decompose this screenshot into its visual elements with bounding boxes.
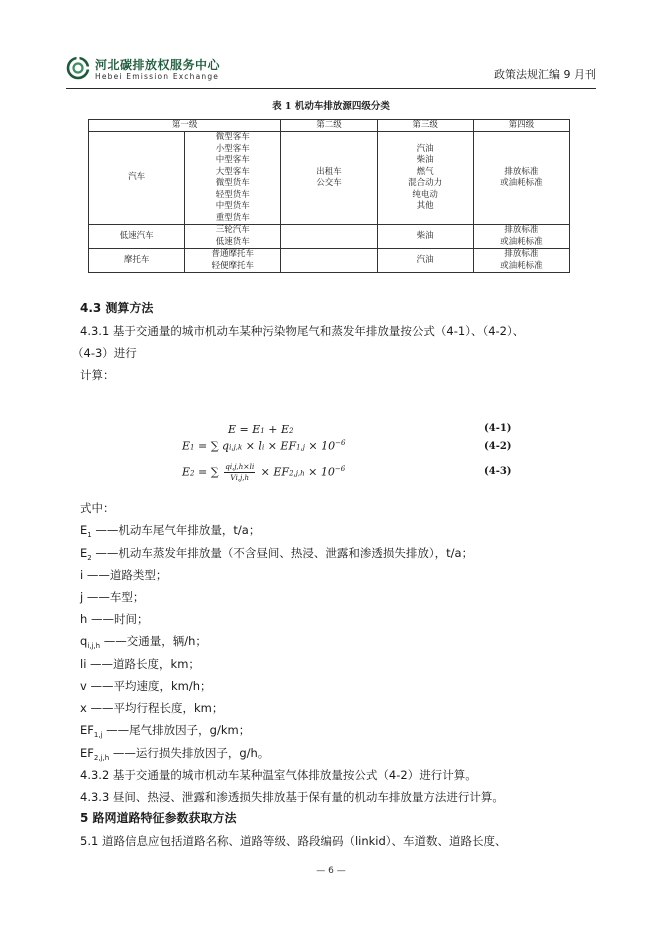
vehicle-type: 轻型货车 xyxy=(215,189,250,200)
vehicle-type: 轻便摩托车 xyxy=(211,260,255,271)
fuel-type: 汽油 xyxy=(416,143,434,154)
cell-level4 xyxy=(473,132,569,225)
cell-level2 xyxy=(281,132,377,225)
subscript: 2 xyxy=(87,554,92,562)
level2-item: 公交车 xyxy=(316,178,342,188)
paragraph-4-3-2: 4.3.2 基于交通量的城市机动车某种温室气体排放量按公式（4-2）进行计算。 xyxy=(80,768,477,782)
header-divider xyxy=(66,88,596,89)
page-header xyxy=(66,54,596,88)
paragraph-5-1: 5.1 道路信息应包括道路名称、道路等级、路段编码（linkid）、车道数、道路长度、 xyxy=(80,834,507,848)
cell-vehicle-types xyxy=(185,225,281,249)
cell-vehicle-types xyxy=(185,132,281,225)
paragraph-4-3-3: 4.3.3 昼间、热浸、泄露和渗透损失排放基于保有量的机动车排放量方法进行计算。 xyxy=(80,790,504,804)
formula-4-2: E1 = ∑ qi,j,k × li × $EF1,j \times 10^{-6}$ xyxy=(182,439,346,453)
vehicle-type: 三轮汽车 xyxy=(215,225,250,235)
vehicle-type: 微型客车 xyxy=(215,132,250,142)
cell-level1: 汽车 xyxy=(89,132,185,225)
definition-text: ——尾气排放因子，g/km； xyxy=(106,723,251,737)
fuel-type: 柴油 xyxy=(416,155,434,165)
standard-item: 排放标准 xyxy=(504,166,539,177)
definition-ef2 xyxy=(80,745,269,763)
table-row xyxy=(89,132,570,225)
standard-item: 排放标准 xyxy=(504,225,539,235)
paragraph-4-3-1: 4.3.1 基于交通量的城市机动车某种污染物尾气和蒸发年排放量按公式（4-1）、（4-2）、 xyxy=(80,324,525,338)
symbol: EF xyxy=(80,746,94,760)
vehicle-type: 微型货车 xyxy=(215,178,250,188)
cell-level4 xyxy=(473,225,569,249)
vehicle-classification-table xyxy=(88,119,570,273)
subscript: 1 xyxy=(87,531,92,539)
definition-text: ——交通量，辆/h； xyxy=(103,634,207,648)
vehicle-type: 中型客车 xyxy=(215,155,250,165)
subscript: 2,j,h xyxy=(93,754,110,762)
definition-ef1 xyxy=(80,722,250,740)
org-name-cn: 河北碳排放权服务中心 xyxy=(95,58,221,72)
symbol: E xyxy=(80,546,88,560)
table-row xyxy=(89,249,570,273)
cell-vehicle-types xyxy=(185,249,281,273)
standard-item: 或油耗标准 xyxy=(500,236,543,247)
formula-4-3: E2 = ∑ $\frac{qi,j,h\times li}{Vi,j,h}$ × $EF2,j,h \times 10^{-6}$ xyxy=(182,462,346,482)
subscript: i,j,h xyxy=(87,642,101,650)
definition-text: ——机动车尾气年排放量，t/a； xyxy=(95,523,261,537)
symbol: q xyxy=(80,634,88,648)
fuel-type: 混合动力 xyxy=(408,178,443,188)
formula-4-1: E = E1 + E2 xyxy=(228,423,294,436)
fuel-type: 燃气 xyxy=(416,166,434,177)
fuel-type: 汽油 xyxy=(416,254,434,265)
org-name-en: Hebei Emission Exchange xyxy=(95,72,220,81)
publication-title: 政策法规汇编 9 月刊 xyxy=(494,68,596,81)
vehicle-type: 小型客车 xyxy=(215,143,250,154)
symbol: E xyxy=(80,523,88,537)
definition-text: ——机动车蒸发年排放量（不含昼间、热浸、泄露和渗透损失排放），t/a； xyxy=(95,546,474,560)
level2-item: 出租车 xyxy=(316,166,342,177)
header-level2: 第二级 xyxy=(281,120,377,132)
definitions-intro: 式中： xyxy=(80,501,115,515)
definition-i: i ——道路类型； xyxy=(80,568,168,582)
definition-li: li ——道路长度，km； xyxy=(80,657,200,671)
paragraph-4-3-1-cont: （4-3）进行 xyxy=(72,346,137,360)
vehicle-type: 低速货车 xyxy=(215,236,250,247)
definition-e2 xyxy=(80,545,473,563)
table-row xyxy=(89,225,570,249)
cell-level2 xyxy=(281,225,377,249)
standard-item: 或油耗标准 xyxy=(500,260,543,271)
cell-level3 xyxy=(377,249,473,273)
section-heading-4-3: 4.3 测算方法 xyxy=(80,301,154,315)
paragraph-4-3-1-cont2: 计算： xyxy=(80,368,115,382)
fuel-type: 柴油 xyxy=(416,230,434,241)
standard-item: 或油耗标准 xyxy=(500,178,543,188)
definition-h: h ——时间； xyxy=(80,612,149,626)
definition-text: ——运行损失排放因子，g/h。 xyxy=(112,746,270,760)
equation-number: (4-2) xyxy=(484,441,512,452)
cell-level2 xyxy=(281,249,377,273)
symbol: EF xyxy=(80,723,94,737)
cell-level4 xyxy=(473,249,569,273)
header-level3: 第三级 xyxy=(377,120,473,132)
standard-item: 排放标准 xyxy=(504,249,539,259)
header-level1: 第一级 xyxy=(89,120,281,132)
page-number: — 6 — xyxy=(316,866,346,876)
logo-icon xyxy=(66,56,90,80)
section-heading-5: 5 路网道路特征参数获取方法 xyxy=(80,811,237,825)
definition-x: x ——平均行程长度，km； xyxy=(80,701,224,715)
equation-number: (4-1) xyxy=(484,423,512,434)
subscript: 1,j xyxy=(93,731,103,739)
cell-level3 xyxy=(377,132,473,225)
vehicle-type: 大型客车 xyxy=(215,166,250,177)
definition-v: v ——平均速度，km/h； xyxy=(80,679,212,693)
definition-e1 xyxy=(80,522,260,540)
vehicle-type: 普通摩托车 xyxy=(211,249,255,259)
vehicle-type: 重型货车 xyxy=(215,212,250,223)
vehicle-type: 中型货车 xyxy=(215,201,250,211)
cell-level3 xyxy=(377,225,473,249)
table-title: 表 1 机动车排放源四级分类 xyxy=(272,101,390,112)
equation-number: (4-3) xyxy=(484,466,512,477)
table-header-row xyxy=(89,120,570,132)
definition-j: j ——车型； xyxy=(80,590,145,604)
fuel-type: 纯电动 xyxy=(412,189,438,200)
cell-level1: 低速汽车 xyxy=(89,225,185,249)
definition-q xyxy=(80,633,207,651)
fuel-type: 其他 xyxy=(416,201,434,211)
header-level4: 第四级 xyxy=(473,120,569,132)
cell-level1: 摩托车 xyxy=(89,249,185,273)
